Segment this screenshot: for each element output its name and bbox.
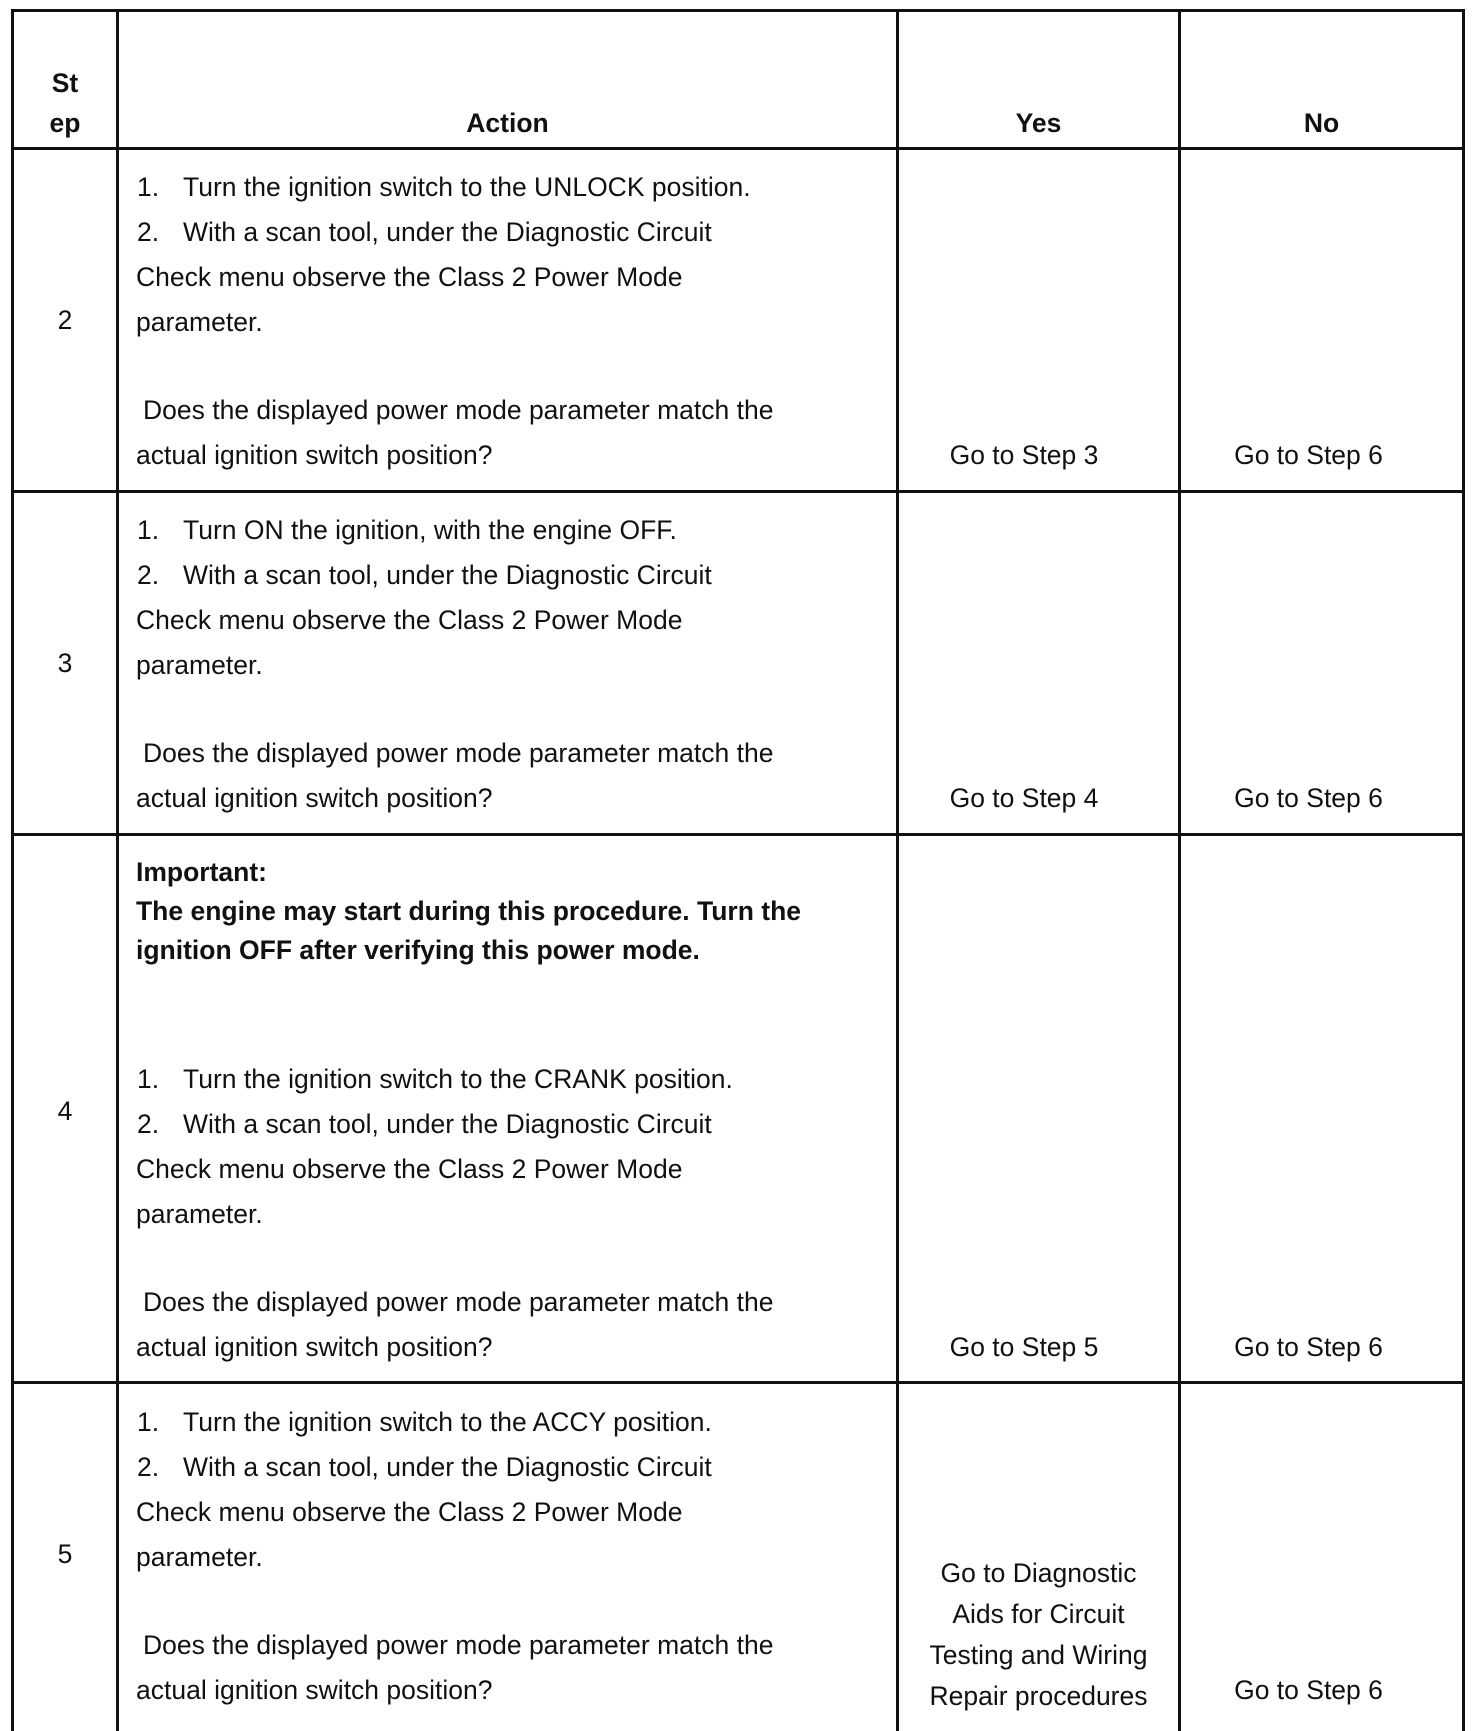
- yes-result: Testing and Wiring: [929, 1640, 1148, 1670]
- action-text: Check menu observe the Class 2 Power Mode: [136, 262, 683, 292]
- no-result: Go to Step 6: [1234, 1675, 1383, 1705]
- grid-line: [11, 147, 1465, 150]
- action-text: parameter.: [136, 650, 263, 680]
- yes-result: Go to Step 3: [949, 440, 1099, 470]
- header-step-line1: St: [51, 68, 79, 98]
- question-text: actual ignition switch position?: [136, 1332, 493, 1362]
- action-item: 2. With a scan tool, under the Diagnostic Circuit: [137, 1452, 712, 1482]
- important-title: Important:: [136, 857, 268, 887]
- action-item: 1. Turn the ignition switch to the UNLOCK position.: [137, 172, 751, 202]
- grid-line: [11, 9, 1465, 12]
- question-text: actual ignition switch position?: [136, 1675, 493, 1705]
- grid-line: [11, 1381, 1465, 1384]
- yes-result: Go to Diagnostic: [940, 1558, 1137, 1588]
- step-number: 3: [57, 648, 73, 678]
- action-item: 1. Turn the ignition switch to the CRANK position.: [137, 1064, 733, 1094]
- action-item: 2. With a scan tool, under the Diagnostic Circuit: [137, 217, 712, 247]
- header-no: No: [1303, 108, 1340, 138]
- grid-line: [1178, 9, 1181, 1731]
- question-text: Does the displayed power mode parameter match the: [143, 738, 774, 768]
- important-text: ignition OFF after verifying this power mode.: [136, 935, 700, 965]
- header-action: Action: [466, 108, 549, 138]
- action-item: 2. With a scan tool, under the Diagnostic Circuit: [137, 1109, 712, 1139]
- yes-result: Repair procedures: [929, 1681, 1148, 1711]
- step-number: 5: [57, 1539, 73, 1569]
- grid-line: [1462, 9, 1465, 1731]
- no-result: Go to Step 6: [1234, 440, 1383, 470]
- action-text: parameter.: [136, 307, 263, 337]
- step-number: 4: [57, 1096, 73, 1126]
- question-text: Does the displayed power mode parameter match the: [143, 395, 774, 425]
- question-text: Does the displayed power mode parameter match the: [143, 1630, 774, 1660]
- grid-line: [11, 9, 14, 1731]
- header-step-line2: ep: [49, 108, 81, 138]
- action-item: 2. With a scan tool, under the Diagnostic Circuit: [137, 560, 712, 590]
- action-text: parameter.: [136, 1199, 263, 1229]
- header-yes: Yes: [1015, 108, 1062, 138]
- action-text: Check menu observe the Class 2 Power Mode: [136, 1497, 683, 1527]
- question-text: actual ignition switch position?: [136, 440, 493, 470]
- step-number: 2: [57, 305, 73, 335]
- question-text: actual ignition switch position?: [136, 783, 493, 813]
- yes-result: Go to Step 4: [949, 783, 1099, 813]
- no-result: Go to Step 6: [1234, 1332, 1383, 1362]
- yes-result: Go to Step 5: [949, 1332, 1099, 1362]
- question-text: Does the displayed power mode parameter match the: [143, 1287, 774, 1317]
- action-text: parameter.: [136, 1542, 263, 1572]
- action-text: Check menu observe the Class 2 Power Mode: [136, 1154, 683, 1184]
- action-item: 1. Turn ON the ignition, with the engine OFF.: [137, 515, 677, 545]
- yes-result: Aids for Circuit: [952, 1599, 1125, 1629]
- grid-line: [896, 9, 899, 1731]
- action-item: 1. Turn the ignition switch to the ACCY position.: [137, 1407, 712, 1437]
- grid-line: [11, 833, 1465, 836]
- action-text: Check menu observe the Class 2 Power Mode: [136, 605, 683, 635]
- no-result: Go to Step 6: [1234, 783, 1383, 813]
- grid-line: [11, 490, 1465, 493]
- important-text: The engine may start during this procedure. Turn the: [136, 896, 802, 926]
- grid-line: [116, 9, 119, 1731]
